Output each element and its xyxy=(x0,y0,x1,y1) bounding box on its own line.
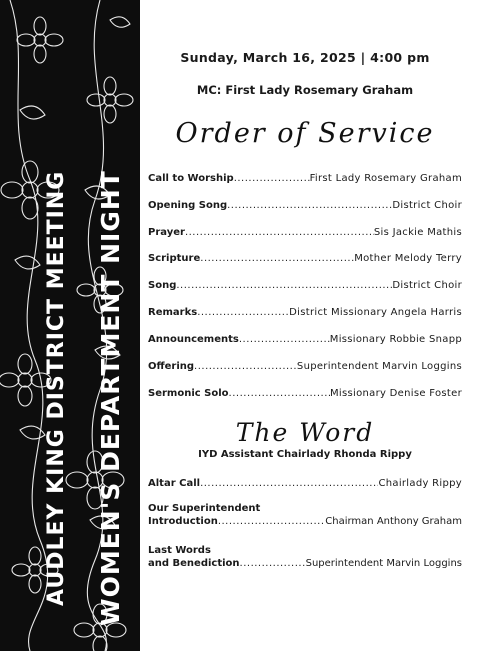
service-row xyxy=(148,361,462,372)
introduction-name: Chairman Anthony Graham xyxy=(325,516,462,527)
service-row xyxy=(148,280,462,291)
service-row xyxy=(148,227,462,238)
speaker-line: IYD Assistant Chairlady Rhonda Rippy xyxy=(198,449,412,460)
service-name: Missionary Robbie Snapp xyxy=(329,334,462,345)
event-date: Sunday, March 16, 2025 | 4:00 pm xyxy=(180,50,430,65)
closing-row xyxy=(148,478,462,489)
service-label: Call to Worship xyxy=(148,173,234,184)
service-name: District Missionary Angela Harris xyxy=(289,307,462,318)
service-name: Superintendent Marvin Loggins xyxy=(296,361,462,372)
service-label: Remarks xyxy=(148,307,198,318)
service-row xyxy=(148,388,462,399)
introduction-line1: Our Superintendent xyxy=(148,503,261,514)
service-label: Prayer xyxy=(148,227,185,238)
service-label: Offering xyxy=(148,361,195,372)
service-name: District Choir xyxy=(392,200,462,211)
service-label: Scripture xyxy=(148,253,201,264)
benediction-name: Superintendent Marvin Loggins xyxy=(305,558,462,569)
service-label: Opening Song xyxy=(148,200,228,211)
service-row xyxy=(148,307,462,318)
service-name: Sis Jackie Mathis xyxy=(373,227,462,238)
service-row xyxy=(148,253,462,264)
the-word-title: The Word xyxy=(235,418,375,447)
benediction-line1: Last Words xyxy=(148,545,211,556)
service-name: First Lady Rosemary Graham xyxy=(309,173,462,184)
benediction-label: and Benediction xyxy=(148,558,240,569)
service-label: Song xyxy=(148,280,177,291)
closing-name: Chairlady Rippy xyxy=(378,478,462,489)
service-name: Mother Melody Terry xyxy=(354,253,462,264)
closing-label: Altar Call xyxy=(148,478,201,489)
service-row xyxy=(148,200,462,211)
service-row xyxy=(148,173,462,184)
sidebar-title-line1: AUDLEY KING DISTRICT MEETING xyxy=(44,170,69,606)
introduction-label: Introduction xyxy=(148,516,218,527)
service-name: Missionary Denise Foster xyxy=(329,388,462,399)
service-label: Sermonic Solo xyxy=(148,388,229,399)
mc-line: MC: First Lady Rosemary Graham xyxy=(196,83,414,97)
service-name: District Choir xyxy=(392,280,462,291)
floral-sidebar xyxy=(0,0,140,651)
service-row xyxy=(148,334,462,345)
service-label: Announcements xyxy=(148,334,239,345)
sidebar-title-line2: WOMEN'S DEPARTMENT NIGHT xyxy=(96,170,125,626)
benediction-row xyxy=(148,545,462,569)
program-content xyxy=(140,0,483,651)
introduction-row xyxy=(148,503,462,527)
order-of-service-title: Order of Service xyxy=(175,118,435,149)
